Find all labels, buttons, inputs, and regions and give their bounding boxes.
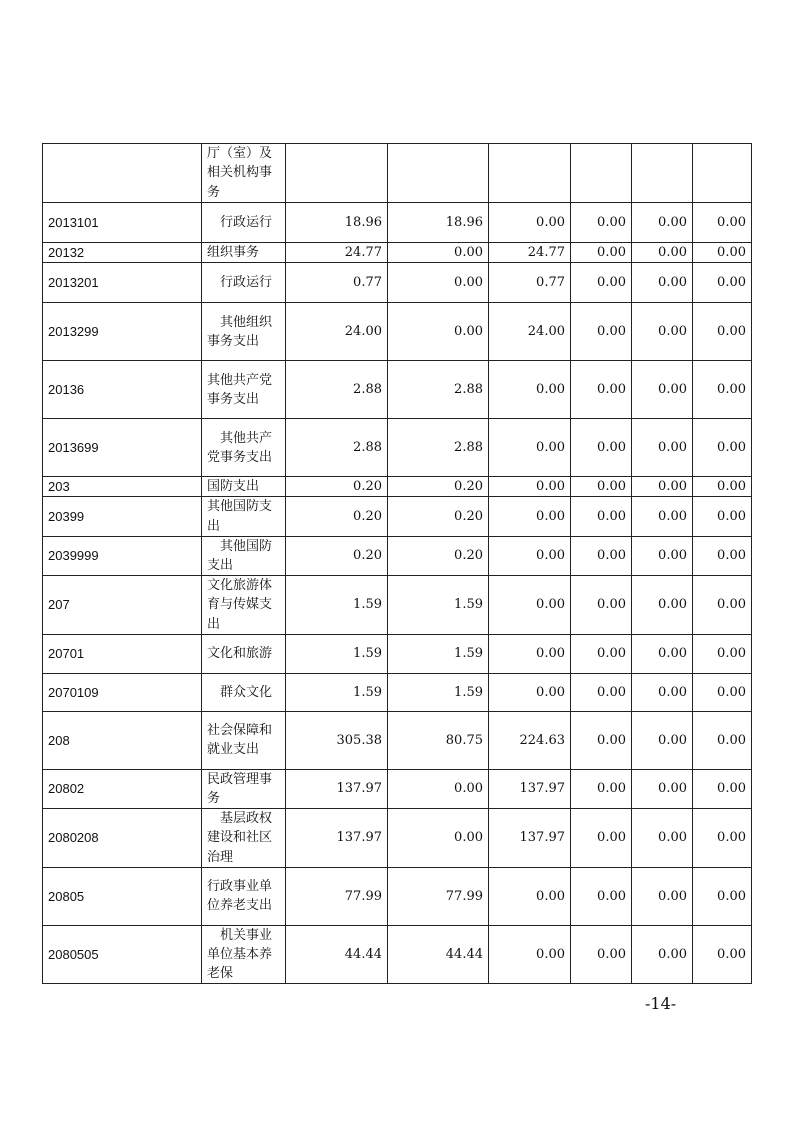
- basic-expenditure: 0.20: [388, 536, 489, 575]
- col-6-amount: 0.00: [693, 477, 752, 497]
- basic-expenditure: 0.00: [388, 263, 489, 303]
- col-4-amount: [571, 144, 632, 203]
- account-name: 社会保障和就业支出: [202, 711, 286, 769]
- col-6-amount: 0.00: [693, 361, 752, 419]
- account-name: 其他共产党事务支出: [202, 419, 286, 477]
- table-row: [43, 243, 752, 263]
- table-row: [43, 673, 752, 711]
- table-row: [43, 203, 752, 243]
- col-5-amount: 0.00: [632, 497, 693, 536]
- col-5-amount: 0.00: [632, 477, 693, 497]
- account-code: 203: [43, 477, 202, 497]
- account-name: 组织事务: [202, 243, 286, 263]
- basic-expenditure: [388, 144, 489, 203]
- col-5-amount: 0.00: [632, 925, 693, 984]
- basic-expenditure: 77.99: [388, 867, 489, 925]
- col-4-amount: 0.00: [571, 769, 632, 808]
- account-name: 基层政权建设和社区治理: [202, 809, 286, 868]
- project-expenditure: 24.77: [489, 243, 571, 263]
- account-code: 2013699: [43, 419, 202, 477]
- table-row: [43, 303, 752, 361]
- account-code: 20805: [43, 867, 202, 925]
- col-4-amount: 0.00: [571, 867, 632, 925]
- account-code: 20132: [43, 243, 202, 263]
- account-code: 2013201: [43, 263, 202, 303]
- project-expenditure: 224.63: [489, 711, 571, 769]
- table-row: [43, 576, 752, 635]
- col-4-amount: 0.00: [571, 361, 632, 419]
- table-body: [43, 144, 752, 984]
- account-name: 国防支出: [202, 477, 286, 497]
- col-5-amount: 0.00: [632, 867, 693, 925]
- basic-expenditure: 0.00: [388, 243, 489, 263]
- col-4-amount: 0.00: [571, 634, 632, 673]
- col-4-amount: 0.00: [571, 576, 632, 635]
- project-expenditure: 0.00: [489, 634, 571, 673]
- col-6-amount: 0.00: [693, 243, 752, 263]
- col-5-amount: 0.00: [632, 203, 693, 243]
- basic-expenditure: 1.59: [388, 673, 489, 711]
- col-5-amount: 0.00: [632, 769, 693, 808]
- basic-expenditure: 44.44: [388, 925, 489, 984]
- account-name: 行政运行: [202, 203, 286, 243]
- table-row: [43, 263, 752, 303]
- account-name: 厅（室）及相关机构事务: [202, 144, 286, 203]
- col-5-amount: [632, 144, 693, 203]
- account-name: 机关事业单位基本养老保: [202, 925, 286, 984]
- account-code: 20399: [43, 497, 202, 536]
- col-6-amount: [693, 144, 752, 203]
- col-6-amount: 0.00: [693, 673, 752, 711]
- col-6-amount: 0.00: [693, 634, 752, 673]
- project-expenditure: 0.00: [489, 203, 571, 243]
- account-code: 20802: [43, 769, 202, 808]
- total-amount: 0.77: [286, 263, 388, 303]
- account-name: 群众文化: [202, 673, 286, 711]
- budget-table: [42, 143, 752, 984]
- basic-expenditure: 0.20: [388, 497, 489, 536]
- account-code: 2070109: [43, 673, 202, 711]
- total-amount: 24.77: [286, 243, 388, 263]
- col-5-amount: 0.00: [632, 634, 693, 673]
- total-amount: 2.88: [286, 361, 388, 419]
- total-amount: 0.20: [286, 477, 388, 497]
- col-4-amount: 0.00: [571, 809, 632, 868]
- account-name: 其他国防支出: [202, 497, 286, 536]
- account-code: [43, 144, 202, 203]
- table-row: [43, 769, 752, 808]
- table-row: [43, 144, 752, 203]
- col-4-amount: 0.00: [571, 477, 632, 497]
- project-expenditure: 0.00: [489, 477, 571, 497]
- total-amount: 0.20: [286, 497, 388, 536]
- col-4-amount: 0.00: [571, 303, 632, 361]
- basic-expenditure: 0.00: [388, 303, 489, 361]
- col-6-amount: 0.00: [693, 711, 752, 769]
- account-code: 208: [43, 711, 202, 769]
- basic-expenditure: 80.75: [388, 711, 489, 769]
- col-4-amount: 0.00: [571, 711, 632, 769]
- total-amount: 305.38: [286, 711, 388, 769]
- account-code: 207: [43, 576, 202, 635]
- table-row: [43, 809, 752, 868]
- basic-expenditure: 2.88: [388, 419, 489, 477]
- account-name: 其他共产党事务支出: [202, 361, 286, 419]
- total-amount: 1.59: [286, 673, 388, 711]
- project-expenditure: 137.97: [489, 809, 571, 868]
- account-name: 其他国防支出: [202, 536, 286, 575]
- account-code: 20701: [43, 634, 202, 673]
- col-5-amount: 0.00: [632, 673, 693, 711]
- project-expenditure: 0.77: [489, 263, 571, 303]
- account-code: 2039999: [43, 536, 202, 575]
- col-5-amount: 0.00: [632, 419, 693, 477]
- col-4-amount: 0.00: [571, 419, 632, 477]
- account-name: 民政管理事务: [202, 769, 286, 808]
- account-name: 其他组织事务支出: [202, 303, 286, 361]
- col-6-amount: 0.00: [693, 203, 752, 243]
- basic-expenditure: 18.96: [388, 203, 489, 243]
- col-6-amount: 0.00: [693, 536, 752, 575]
- total-amount: 44.44: [286, 925, 388, 984]
- project-expenditure: 24.00: [489, 303, 571, 361]
- table-row: [43, 419, 752, 477]
- table-row: [43, 497, 752, 536]
- col-6-amount: 0.00: [693, 303, 752, 361]
- account-code: 2013101: [43, 203, 202, 243]
- col-4-amount: 0.00: [571, 203, 632, 243]
- total-amount: 137.97: [286, 809, 388, 868]
- col-4-amount: 0.00: [571, 925, 632, 984]
- col-5-amount: 0.00: [632, 536, 693, 575]
- total-amount: 0.20: [286, 536, 388, 575]
- col-5-amount: 0.00: [632, 809, 693, 868]
- col-6-amount: 0.00: [693, 263, 752, 303]
- col-4-amount: 0.00: [571, 243, 632, 263]
- basic-expenditure: 0.00: [388, 809, 489, 868]
- project-expenditure: 0.00: [489, 576, 571, 635]
- project-expenditure: 0.00: [489, 536, 571, 575]
- col-6-amount: 0.00: [693, 576, 752, 635]
- col-6-amount: 0.00: [693, 769, 752, 808]
- account-name: 文化和旅游: [202, 634, 286, 673]
- col-4-amount: 0.00: [571, 536, 632, 575]
- col-4-amount: 0.00: [571, 673, 632, 711]
- col-5-amount: 0.00: [632, 576, 693, 635]
- col-5-amount: 0.00: [632, 711, 693, 769]
- project-expenditure: 0.00: [489, 673, 571, 711]
- project-expenditure: 0.00: [489, 497, 571, 536]
- table-row: [43, 925, 752, 984]
- account-name: 行政运行: [202, 263, 286, 303]
- col-4-amount: 0.00: [571, 497, 632, 536]
- col-6-amount: 0.00: [693, 497, 752, 536]
- account-code: 2013299: [43, 303, 202, 361]
- table-row: [43, 477, 752, 497]
- total-amount: [286, 144, 388, 203]
- col-6-amount: 0.00: [693, 867, 752, 925]
- project-expenditure: [489, 144, 571, 203]
- table-row: [43, 867, 752, 925]
- project-expenditure: 0.00: [489, 419, 571, 477]
- project-expenditure: 0.00: [489, 361, 571, 419]
- account-code: 2080208: [43, 809, 202, 868]
- basic-expenditure: 1.59: [388, 634, 489, 673]
- total-amount: 1.59: [286, 634, 388, 673]
- table-row: [43, 361, 752, 419]
- account-code: 2080505: [43, 925, 202, 984]
- total-amount: 18.96: [286, 203, 388, 243]
- total-amount: 1.59: [286, 576, 388, 635]
- account-code: 20136: [43, 361, 202, 419]
- col-4-amount: 0.00: [571, 263, 632, 303]
- table-row: [43, 536, 752, 575]
- basic-expenditure: 0.20: [388, 477, 489, 497]
- total-amount: 137.97: [286, 769, 388, 808]
- total-amount: 77.99: [286, 867, 388, 925]
- col-5-amount: 0.00: [632, 303, 693, 361]
- col-5-amount: 0.00: [632, 243, 693, 263]
- total-amount: 24.00: [286, 303, 388, 361]
- account-name: 文化旅游体育与传媒支出: [202, 576, 286, 635]
- col-6-amount: 0.00: [693, 419, 752, 477]
- page-number: -14-: [645, 994, 677, 1013]
- basic-expenditure: 0.00: [388, 769, 489, 808]
- col-6-amount: 0.00: [693, 809, 752, 868]
- project-expenditure: 137.97: [489, 769, 571, 808]
- col-5-amount: 0.00: [632, 263, 693, 303]
- col-6-amount: 0.00: [693, 925, 752, 984]
- basic-expenditure: 2.88: [388, 361, 489, 419]
- basic-expenditure: 1.59: [388, 576, 489, 635]
- total-amount: 2.88: [286, 419, 388, 477]
- table-row: [43, 634, 752, 673]
- table-row: [43, 711, 752, 769]
- account-name: 行政事业单位养老支出: [202, 867, 286, 925]
- col-5-amount: 0.00: [632, 361, 693, 419]
- project-expenditure: 0.00: [489, 925, 571, 984]
- project-expenditure: 0.00: [489, 867, 571, 925]
